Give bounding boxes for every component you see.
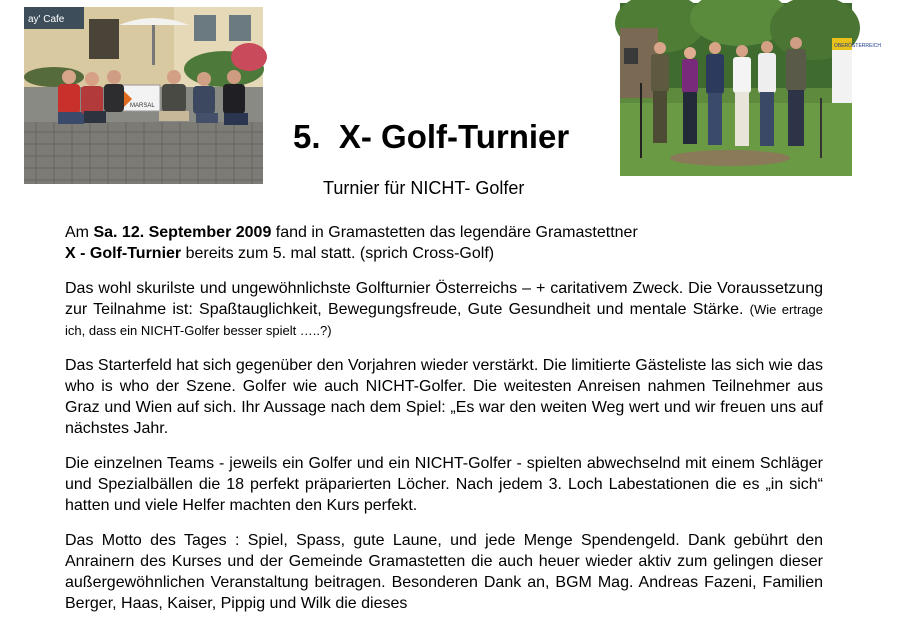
paragraph-teams: Die einzelnen Teams - jeweils ein Golfer und ein NICHT-Golfer - spielten abwechselnd mit einem Schläger und Spezialbällen die 18 perfekt präparierten Löcher. Nach jedem 3. Loch Labestationen die es „in sich“ hatten und viele Helfer machten den Kurs perfekt. (65, 455, 823, 514)
description-text: Das wohl skurilste und ungewöhnlichste Golfturnier Österreichs – + caritativem Zweck. Die Voraussetzung zur Teilnahme ist: Spaßtauglichkeit, Bewegungsfreude, Gute Gesundheit und mentale Stärke. (65, 280, 823, 318)
page-subtitle: Turnier für NICHT- Golfer (323, 178, 525, 198)
intro-text-2: fand in Gramastetten das legendäre Gramastettner (271, 224, 638, 241)
intro-text-1: Am (65, 224, 94, 241)
paragraph-starterfeld: Das Starterfeld hat sich gegenüber den Vorjahren wieder verstärkt. Die limitierte Gästeliste las sich wie das who is who der Szene. Golfer wie auch NICHT-Golfer. Die weitesten Anreisen nahmen Teilnehmer aus Graz und Wien auf sich. Ihr Aussage nach dem Spiel: „Es war den weiten Weg wert und wir freuen uns auf nächstes Jahr. (65, 357, 823, 437)
page-title: 5. X- Golf-Turnier (293, 118, 570, 155)
banner-text: MARSAL (130, 103, 155, 109)
right-banner-text: OBERÖSTERREICH (834, 43, 881, 49)
event-date: Sa. 12. September 2009 (93, 224, 272, 241)
cafe-sign-text: ay' Cafe (28, 14, 65, 25)
description-aside: (Wie ertrage ich, dass ein NICHT-Golfer besser spielt …..?) (65, 302, 823, 338)
paragraph-intro (65, 222, 823, 264)
group-photo-meadow (620, 3, 881, 176)
group-photo-cafe (24, 7, 263, 184)
paragraph-motto: Das Motto des Tages : Spiel, Spass, gute Laune, und jede Menge Spendengeld. Dank gebührt den Anrainern des Kurses und der Gemeinde Gramastetten die auch heuer wieder aktiv zum gelingen dieser außergewöhnlichen Veranstaltung beitragen. Besonderen Dank an, BGM Mag. Andreas Fazeni, Familien Berger, Haas, Kaiser, Pippig und Wilk die dieses (65, 532, 823, 612)
article-body (65, 222, 823, 628)
event-name: X - Golf-Turnier (65, 245, 182, 262)
intro-text-3: bereits zum 5. mal statt. (sprich Cross-Golf) (181, 245, 495, 262)
paragraph-description (65, 278, 823, 341)
